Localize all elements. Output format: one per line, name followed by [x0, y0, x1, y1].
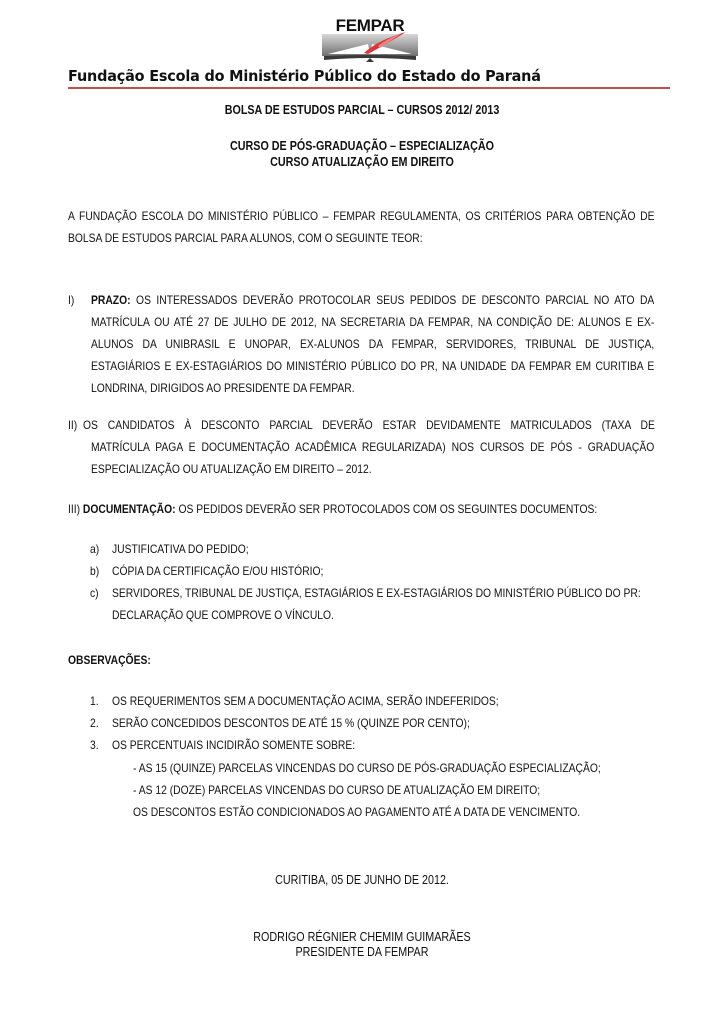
section-2-line: ESPECIALIZAÇÃO OU ATUALIZAÇÃO EM DIREITO – 2012. — [91, 462, 372, 476]
doc-item-b-marker: b) — [90, 564, 100, 578]
section-2-marker: II) — [68, 418, 78, 432]
observation-sub-line: - AS 12 (DOZE) PARCELAS VINCENDAS DO CURSO DE ATUALIZAÇÃO EM DIREITO; — [133, 783, 541, 797]
observation-2: SERÃO CONCEDIDOS DESCONTOS DE ATÉ 15 % (QUINZE POR CENTO); — [112, 716, 470, 730]
course-title-specialization: CURSO DE PÓS-GRADUAÇÃO – ESPECIALIZAÇÃO — [229, 139, 494, 153]
document-title: BOLSA DE ESTUDOS PARCIAL – CURSOS 2012/ 2013 — [224, 103, 500, 117]
observation-1-marker: 1. — [90, 694, 99, 708]
header-divider — [68, 87, 670, 89]
section-1-line: MATRÍCULA OU ATÉ 27 DE JULHO DE 2012, NA SECRETARIA DA FEMPAR, NA CONDIÇÃO DE: ALUNOS E EX- — [91, 315, 655, 329]
section-2-paragraph — [83, 414, 655, 436]
section-3-marker: III) — [68, 502, 81, 516]
section-1-marker: I) — [68, 293, 75, 307]
section-2-continuation — [91, 436, 654, 480]
logo-wordmark: FEMPAR — [335, 16, 405, 35]
section-1-label: PRAZO: — [91, 293, 131, 307]
section-1-line: PRAZO: OS INTERESSADOS DEVERÃO PROTOCOLAR SEUS PEDIDOS DE DESCONTO PARCIAL NO ATO DA — [91, 293, 655, 307]
section-2-line: OS CANDIDATOS À DESCONTO PARCIAL DEVERÃO ESTAR DEVIDAMENTE MATRICULADOS (TAXA DE — [83, 418, 655, 432]
place-date: CURITIBA, 05 DE JUNHO DE 2012. — [275, 873, 449, 887]
doc-item-c-line: DECLARAÇÃO QUE COMPROVE O VÍNCULO. — [112, 608, 334, 622]
section-3-heading — [68, 498, 597, 520]
doc-item-a-marker: a) — [90, 542, 100, 556]
section-1-line: ESTAGIÁRIOS E EX-ESTAGIÁRIOS DO MINISTÉRIO PÚBLICO DO PR, NA UNIDADE DA FEMPAR EM CURITIBA E — [91, 359, 655, 373]
observations-heading: OBSERVAÇÕES: — [68, 653, 151, 667]
intro-line: A FUNDAÇÃO ESCOLA DO MINISTÉRIO PÚBLICO – FEMPAR REGULAMENTA, OS CRITÉRIOS PARA OBTENÇÃO DE — [68, 209, 655, 223]
doc-item-c-line: SERVIDORES, TRIBUNAL DE JUSTIÇA, ESTAGIÁRIOS E EX-ESTAGIÁRIOS DO MINISTÉRIO PÚBLICO DO PR: — [112, 586, 641, 600]
observation-3-details — [133, 757, 601, 823]
doc-item-a: JUSTIFICATIVA DO PEDIDO; — [112, 542, 249, 556]
section-3-text: OS PEDIDOS DEVERÃO SER PROTOCOLADOS COM OS SEGUINTES DOCUMENTOS: — [178, 502, 598, 516]
intro-paragraph — [68, 205, 655, 249]
observation-3-marker: 3. — [90, 738, 99, 752]
section-3-label: DOCUMENTAÇÃO: — [82, 502, 176, 516]
observation-sub-line: OS DESCONTOS ESTÃO CONDICIONADOS AO PAGAMENTO ATÉ A DATA DE VENCIMENTO. — [133, 805, 581, 819]
signer-name: RODRIGO RÉGNIER CHEMIM GUIMARÃES — [253, 930, 471, 944]
section-1-line: ALUNOS DA UNIBRASIL E UNOPAR, EX-ALUNOS DA FEMPAR, SERVIDORES, TRIBUNAL DE JUSTIÇA, — [91, 337, 655, 351]
section-1-line: LONDRINA, DIRIGIDOS AO PRESIDENTE DA FEMPAR. — [91, 381, 355, 395]
section-1-prazo — [91, 289, 654, 399]
observation-2-marker: 2. — [90, 716, 99, 730]
section-2-line: MATRÍCULA PAGA E DOCUMENTAÇÃO ACADÊMICA REGULARIZADA) NOS CURSOS DE PÓS - GRADUAÇÃO — [91, 440, 655, 454]
signer-title: PRESIDENTE DA FEMPAR — [295, 945, 429, 959]
doc-item-b: CÓPIA DA CERTIFICAÇÃO E/OU HISTÓRIO; — [112, 564, 324, 578]
observation-3: OS PERCENTUAIS INCIDIRÃO SOMENTE SOBRE: — [112, 738, 356, 752]
observation-sub-line: - AS 15 (QUINZE) PARCELAS VINCENDAS DO CURSO DE PÓS-GRADUAÇÃO ESPECIALIZAÇÃO; — [133, 761, 601, 775]
course-title-update: CURSO ATUALIZAÇÃO EM DIREITO — [270, 155, 454, 169]
doc-item-c — [112, 582, 641, 626]
doc-item-c-marker: c) — [90, 586, 99, 600]
foundation-name: Fundação Escola do Ministério Público do Estado do Paraná — [68, 67, 541, 85]
observation-1: OS REQUERIMENTOS SEM A DOCUMENTAÇÃO ACIMA, SERÃO INDEFERIDOS; — [112, 694, 499, 708]
intro-line: BOLSA DE ESTUDOS PARCIAL PARA ALUNOS, COM O SEGUINTE TEOR: — [68, 231, 423, 245]
